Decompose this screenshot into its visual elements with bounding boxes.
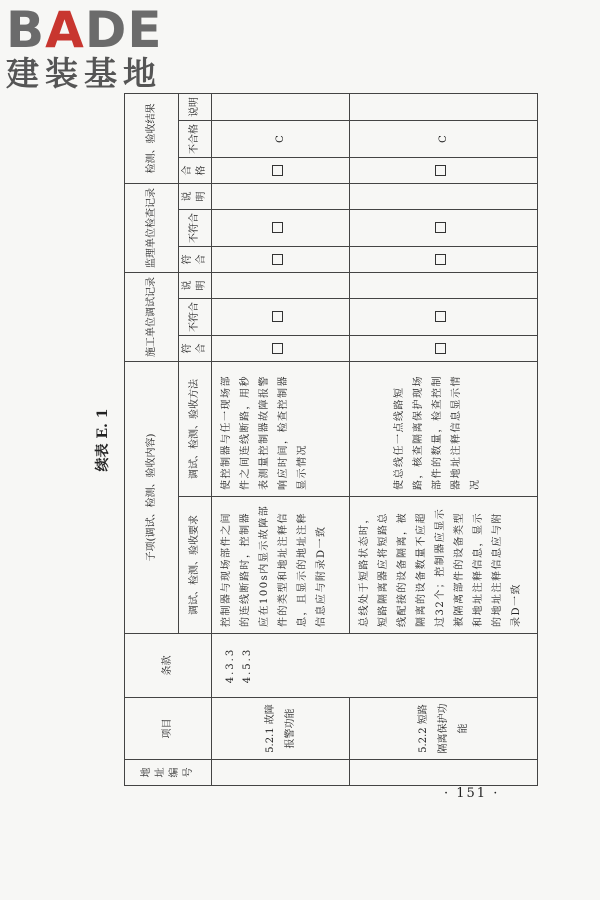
result-fail-cell: C [212,121,350,158]
construction-conform-cell [350,336,538,362]
result-pass-checkbox [272,165,283,176]
result-pass-cell [350,158,538,184]
supervision-conform-cell [350,247,538,273]
header-clause: 条款 [125,634,212,698]
supervision-conform-checkbox [435,254,446,265]
header-method: 调试、检测、验收方法 [179,362,212,497]
supervision-not-conform-cell [350,210,538,247]
header-result-fail: 不合格 [179,121,212,158]
brand-logo [6,1,181,94]
supervision-not-conform-checkbox [435,223,446,234]
supervision-not-conform-cell [212,210,350,247]
clause-ref: 4.5.3 [242,647,253,684]
address-code-cell [350,760,538,786]
construction-not-conform-cell [350,299,538,336]
clause-ref: 4.3.3 [225,647,236,684]
inspection-table [124,93,538,786]
header-requirement: 调试、检测、验收要求 [179,497,212,634]
result-pass-checkbox [435,165,446,176]
method-cell: 使总线任一点线路短路，核查隔离保护现场部件的数量，检查控制器地址注释信息显示情况 [350,362,538,497]
rotated-page [88,94,526,786]
supervision-not-conform-checkbox [272,223,283,234]
address-code-cell [212,760,350,786]
logo-subtitle: 建装基地 [6,54,162,93]
construction-conform-checkbox [435,343,446,354]
table-row [212,93,350,785]
header-address-code: 地址编号 [125,760,212,786]
table-caption: 续表 E. 1 [95,408,111,472]
supervision-conform-cell [212,247,350,273]
header-result-pass: 合格 [179,158,212,184]
construction-note-cell [212,273,350,299]
clause-cell [212,634,538,698]
header-result-note: 说明 [179,93,212,120]
supervision-note-cell [350,184,538,210]
header-subitem-group: 子项(调试、检测、验收内容) [125,362,179,634]
item-cell: 5.2.1 故障报警功能 [212,698,350,760]
header-construction-not-conform: 不符合 [179,299,212,336]
result-pass-cell [212,158,350,184]
construction-note-cell [350,273,538,299]
header-supervision-not-conform: 不符合 [179,210,212,247]
construction-not-conform-cell [212,299,350,336]
requirement-cell: 控制器与现场部件之间的连线断路时，控制器应在100s内显示故障部件的类型和地址注释信息，且显示的地址注释信息应与附录D一致 [212,497,350,634]
header-supervision-conform: 符合 [179,247,212,273]
method-cell: 使控制器与任一现场部件之间连线断路，用秒表测量控制器故障报警响应时间，检查控制器显示情况 [212,362,350,497]
header-construction-conform: 符合 [179,336,212,362]
header-construction-note: 说明 [179,273,212,299]
logo-wordmark: BADE [6,1,163,59]
result-note-cell [212,93,350,120]
result-note-cell [350,93,538,120]
construction-conform-cell [212,336,350,362]
supervision-note-cell [212,184,350,210]
page-number: · 151 · [444,786,500,801]
construction-not-conform-checkbox [272,312,283,323]
header-supervision-note: 说明 [179,184,212,210]
header-supervision-unit: 监理单位检查记录 [125,184,179,273]
supervision-conform-checkbox [272,254,283,265]
construction-conform-checkbox [272,343,283,354]
requirement-cell: 总线处于短路状态时，短路隔离器应将短路总线配接的设备隔离，被隔离的设备数量不应超过32个；控制器应显示被隔离部件的设备类型和地址注释信息，显示的地址注释信息应与附录D一致 [350,497,538,634]
header-construction-unit: 施工单位调试记录 [125,273,179,362]
result-fail-cell: C [350,121,538,158]
header-inspection-result: 检测、验收结果 [125,93,179,183]
construction-not-conform-checkbox [435,312,446,323]
header-item: 项目 [125,698,212,760]
item-cell: 5.2.2 短路隔离保护功能 [350,698,538,760]
